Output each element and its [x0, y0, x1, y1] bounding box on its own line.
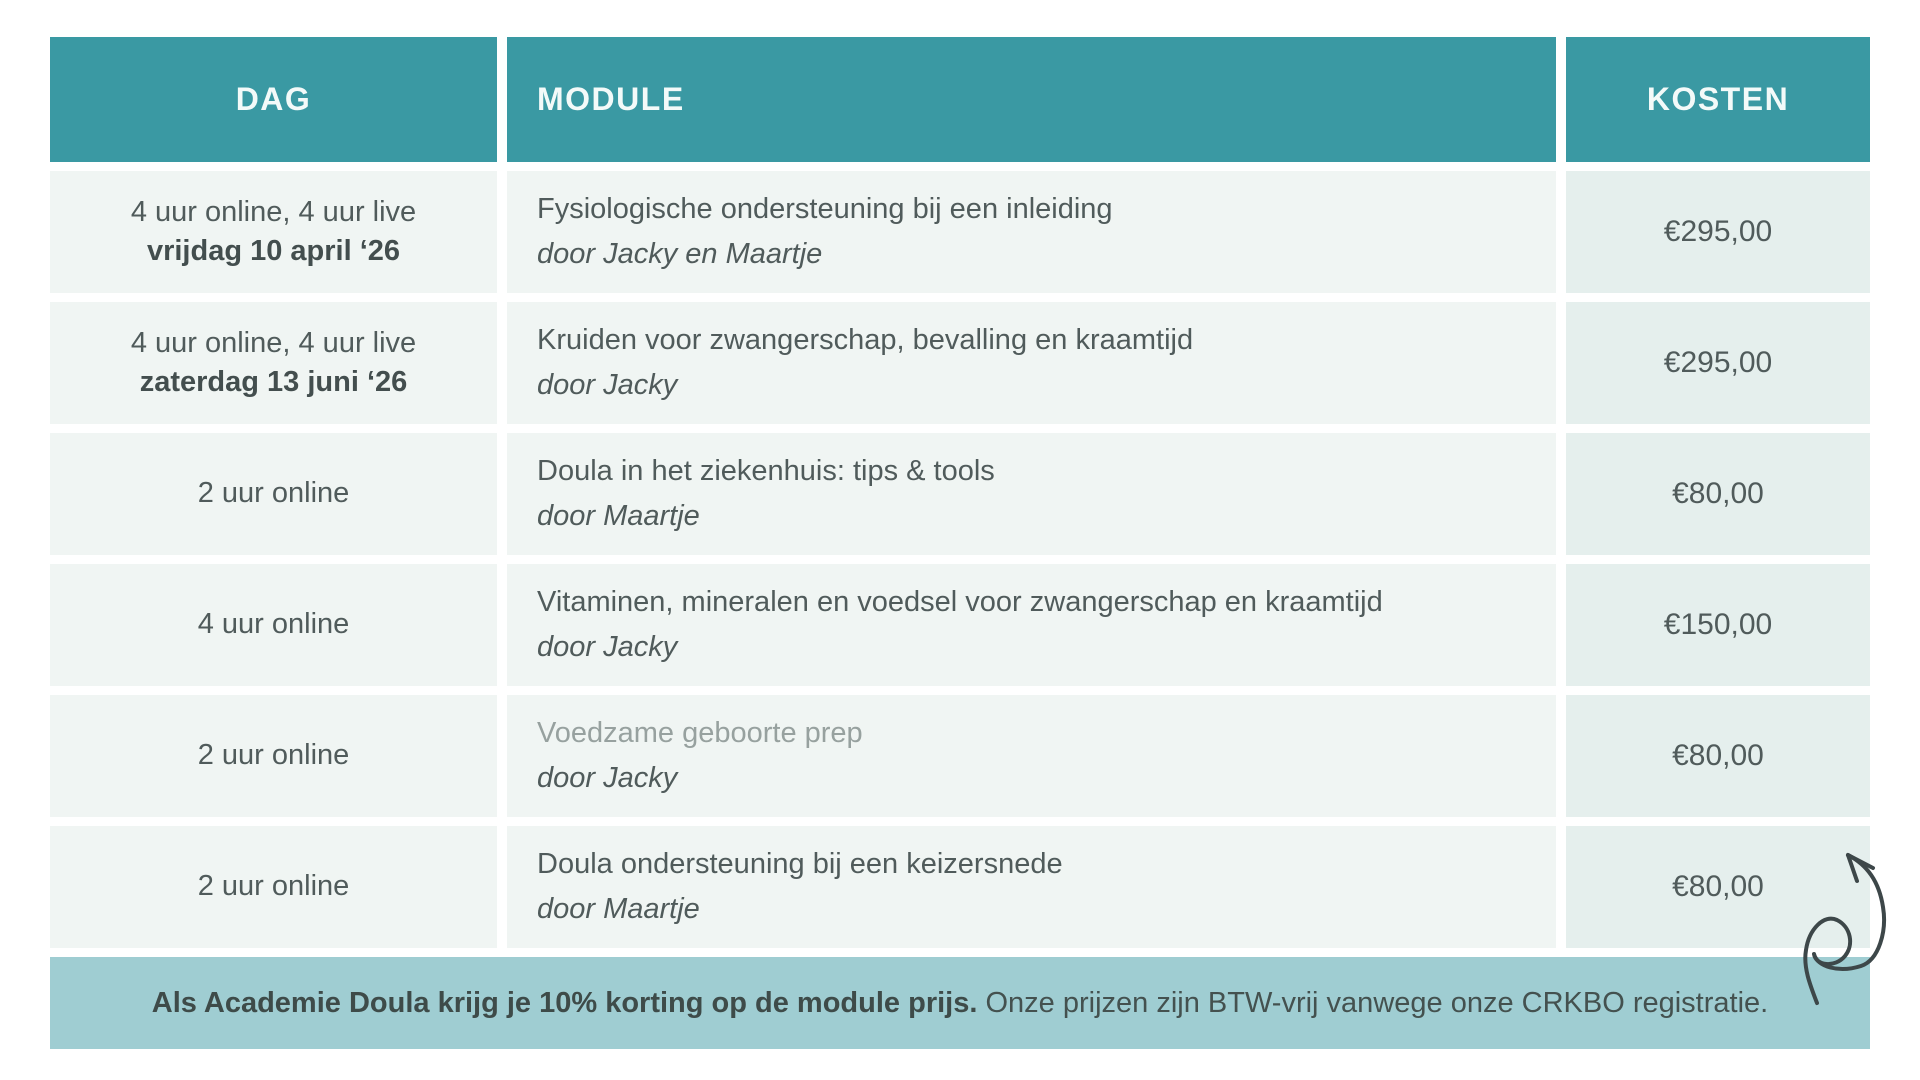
row-2-module-cell [507, 302, 1556, 424]
module-byline: door Jacky en Maartje [537, 237, 823, 270]
module-title: Doula in het ziekenhuis: tips & tools [537, 454, 995, 487]
row-4-module-cell [507, 564, 1556, 686]
row-6-day-cell [50, 826, 497, 948]
row-1-day-cell [50, 171, 497, 293]
column-header-dag: DAG [50, 37, 497, 162]
module-pricing-table [50, 37, 1870, 948]
row-1-price-cell: €295,00 [1566, 171, 1870, 293]
module-title: Vitaminen, mineralen en voedsel voor zwangerschap en kraamtijd [537, 585, 1383, 618]
row-4-price-cell: €150,00 [1566, 564, 1870, 686]
row-3-price-cell: €80,00 [1566, 433, 1870, 555]
row-6-price-cell: €80,00 [1566, 826, 1870, 948]
row-2-day-cell [50, 302, 497, 424]
module-title: Fysiologische ondersteuning bij een inleiding [537, 192, 1113, 225]
day-hours-label: 2 uur online [197, 477, 350, 510]
module-title: Kruiden voor zwangerschap, bevalling en kraamtijd [537, 323, 1194, 356]
module-byline: door Maartje [537, 499, 700, 532]
row-5-day-cell [50, 695, 497, 817]
row-3-module-cell [507, 433, 1556, 555]
discount-note-bar [50, 957, 1870, 1049]
column-header-kosten: KOSTEN [1566, 37, 1870, 162]
day-date-label: zaterdag 13 juni ‘26 [139, 366, 408, 398]
day-hours-label: 4 uur online, 4 uur live [130, 326, 417, 359]
row-1-module-cell [507, 171, 1556, 293]
row-6-module-cell [507, 826, 1556, 948]
day-hours-label: 4 uur online, 4 uur live [130, 195, 417, 228]
column-header-module: MODULE [507, 37, 1556, 162]
module-byline: door Jacky [537, 368, 678, 401]
module-byline: door Jacky [537, 761, 678, 794]
day-hours-label: 2 uur online [197, 739, 350, 772]
row-5-module-cell [507, 695, 1556, 817]
module-title: Doula ondersteuning bij een keizersnede [537, 847, 1063, 880]
day-hours-label: 4 uur online [197, 608, 350, 641]
module-byline: door Maartje [537, 892, 700, 925]
day-date-label: vrijdag 10 april ‘26 [146, 235, 401, 267]
discount-note-regular: Onze prijzen zijn BTW-vrij vanwege onze CRKBO registratie. [985, 986, 1769, 1019]
row-2-price-cell: €295,00 [1566, 302, 1870, 424]
day-hours-label: 2 uur online [197, 870, 350, 903]
discount-note-bold: Als Academie Doula krijg je 10% korting op de module prijs. [151, 986, 978, 1019]
module-byline: door Jacky [537, 630, 678, 663]
row-4-day-cell [50, 564, 497, 686]
module-title: Voedzame geboorte prep [537, 716, 863, 749]
row-3-day-cell [50, 433, 497, 555]
row-5-price-cell: €80,00 [1566, 695, 1870, 817]
